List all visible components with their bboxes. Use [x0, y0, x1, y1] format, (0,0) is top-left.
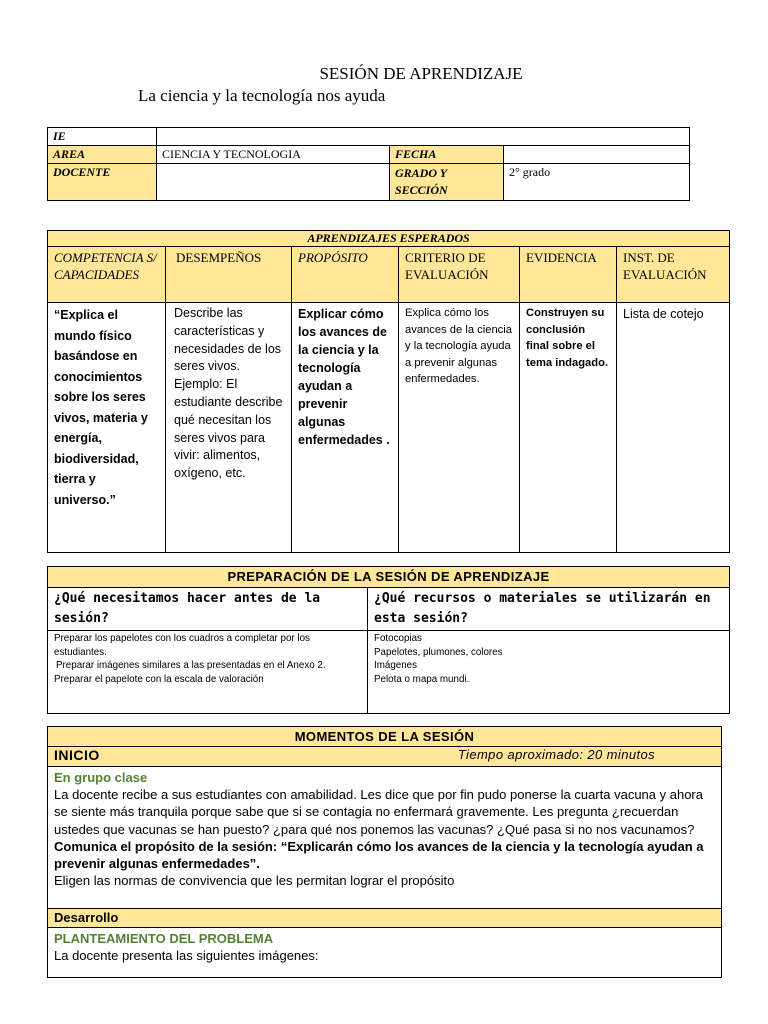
fecha-label: FECHA [390, 146, 504, 164]
criterio-cell: Explica cómo los avances de la ciencia y la tecnología ayuda a prevenir algunas enfermedades. [399, 303, 520, 553]
col-proposito: PROPÓSITO [292, 247, 399, 303]
list-item: Imágenes [374, 660, 418, 671]
list-item: Fotocopias [374, 633, 422, 644]
col-desempenos: DESEMPEÑOS [166, 247, 292, 303]
preparacion-table [47, 566, 730, 714]
proposito-paragraph: Comunica el propósito de la sesión: “Explicarán cómo los avances de la ciencia y la tecnología ayudan a prevenir algunas enfermedades”. [54, 838, 704, 872]
page-subtitle: La ciencia y la tecnología nos ayuda [138, 86, 386, 105]
evidencia-cell: Construyen su conclusión final sobre el tema indagado. [520, 303, 617, 553]
list-item: Papelotes, plumones, colores [374, 646, 503, 658]
list-item: Preparar el papelote con la escala de valoración [54, 673, 264, 685]
pregunta-antes: ¿Qué necesitamos hacer antes de la sesión? [48, 588, 368, 631]
col-instrumento: INST. DE EVALUACIÓN [617, 247, 730, 303]
inicio-label: INICIO [54, 747, 100, 763]
proposito-cell: Explicar cómo los avances de la ciencia y la tecnología ayudan a prevenir algunas enfermedades . [292, 303, 399, 553]
competencia-cell: “Explica el mundo físico basándose en conocimientos sobre los seres vivos, materia y energía, biodiversidad, tierra y universo.” [48, 303, 166, 553]
docente-value [157, 164, 390, 201]
planteamiento-word: PLANTEAMIENTO [54, 931, 166, 946]
planteamiento-heading [54, 930, 715, 947]
desarrollo-paragraph: La docente presenta las siguientes imágenes: [54, 948, 319, 963]
problema-word: DEL PROBLEMA [165, 931, 274, 946]
grado-value: 2° grado [504, 164, 690, 201]
grupo-clase-heading: En grupo clase [54, 770, 148, 785]
aprendizajes-title: APRENDIZAJES ESPERADOS [48, 231, 730, 247]
inicio-paragraph-1: La docente recibe a sus estudiantes con amabilidad. Les dice que por fin pudo ponerse la cuarta vacuna y ahora se siente más tranquila porque sabe que si se contagia no enfermará gravemente. Les pregunta ¿recuerdan ustedes que vacunas se han puesto? ¿para qué nos ponemos las vacunas? ¿Qué pasa si no nos vacunamos? [54, 787, 703, 837]
col-criterio: CRITERIO DE EVALUACIÓN [399, 247, 520, 303]
preparacion-title: PREPARACIÓN DE LA SESIÓN DE APRENDIZAJE [48, 567, 730, 588]
desarrollo-label: Desarrollo [48, 909, 722, 928]
antes-list [48, 631, 368, 714]
instrumento-cell: Lista de cotejo [617, 303, 730, 553]
recursos-list [368, 631, 730, 714]
momentos-title: MOMENTOS DE LA SESIÓN [48, 727, 722, 747]
aprendizajes-table [47, 230, 730, 553]
grado-label: GRADO Y SECCIÓN [390, 164, 504, 201]
col-evidencia: EVIDENCIA [520, 247, 617, 303]
area-value: CIENCIA Y TECNOLOGIA [157, 146, 390, 164]
list-item: Preparar imágenes similares a las presentadas en el Anexo 2. [56, 660, 326, 671]
info-table [47, 127, 690, 201]
momentos-table [47, 726, 722, 978]
ie-value [157, 128, 690, 146]
inicio-row [48, 747, 722, 767]
docente-label: DOCENTE [48, 164, 157, 201]
list-item: Pelota o mapa mundi. [374, 673, 470, 685]
fecha-value [504, 146, 690, 164]
desempeno-cell: Describe las características y necesidades de los seres vivos. Ejemplo: El estudiante describe qué necesitan los seres vivos para vivir: alimentos, oxígeno, etc. [166, 303, 292, 553]
inicio-tiempo: Tiempo aproximado: 20 minutos [457, 747, 655, 762]
area-label: AREA [48, 146, 157, 164]
ie-label: IE [48, 128, 157, 146]
col-competencia: COMPETENCIA S/ CAPACIDADES [48, 247, 166, 303]
desarrollo-content [48, 928, 722, 978]
inicio-content [48, 767, 722, 909]
normas-paragraph: Eligen las normas de convivencia que les permitan lograr el propósito [54, 873, 455, 889]
list-item: Preparar los papelotes con los cuadros a completar por los estudiantes. [54, 633, 310, 658]
page-title: SESIÓN DE APRENDIZAJE [319, 64, 523, 83]
pregunta-recursos: ¿Qué recursos o materiales se utilizarán en esta sesión? [368, 588, 730, 631]
